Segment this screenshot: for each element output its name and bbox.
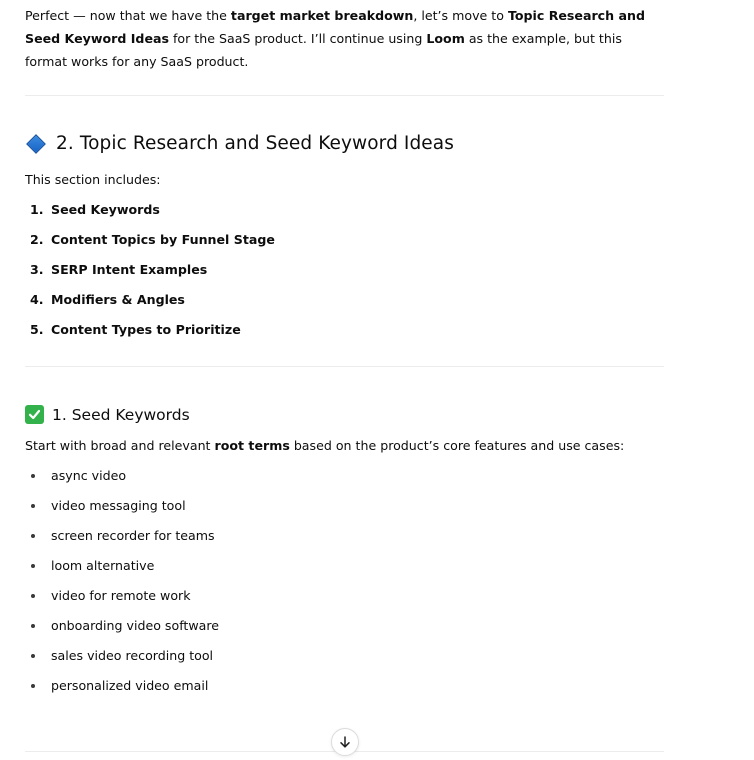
divider [25, 366, 664, 367]
intro-paragraph [25, 4, 665, 73]
list-item [25, 676, 665, 706]
bullet-icon [31, 594, 35, 598]
seed-title: 1. Seed Keywords [52, 405, 190, 424]
item-label: SERP Intent Examples [51, 262, 208, 277]
chat-message [25, 0, 665, 706]
list-item [25, 526, 665, 556]
list-item [25, 556, 665, 586]
keyword: async video [51, 468, 127, 483]
section-includes-label: This section includes: [25, 172, 161, 187]
intro-bold-1: target market breakdown [230, 8, 414, 23]
keyword: video for remote work [51, 588, 191, 603]
item-label: Modifiers & Angles [51, 292, 185, 307]
list-item [25, 586, 665, 616]
bullet-icon [31, 684, 35, 688]
intro-text-3: for the SaaS product. I’ll continue using [168, 31, 427, 46]
list-item [25, 200, 665, 230]
divider [25, 95, 664, 96]
blue-diamond-icon [26, 134, 46, 154]
keyword: loom alternative [51, 558, 155, 573]
check-mark-button-icon [25, 405, 44, 424]
item-label: Seed Keywords [51, 202, 160, 217]
item-number: 3. [30, 262, 44, 277]
list-item [25, 290, 665, 320]
seed-desc-text-1: Start with broad and relevant [25, 438, 215, 453]
bullet-icon [31, 624, 35, 628]
list-item [25, 230, 665, 260]
intro-text-1: Perfect — now that we have the [25, 8, 231, 23]
bullet-icon [31, 474, 35, 478]
seed-desc-bold: root terms [214, 438, 290, 453]
section-title: 2. Topic Research and Seed Keyword Ideas [56, 133, 454, 154]
item-number: 2. [30, 232, 44, 247]
item-number: 1. [30, 202, 44, 217]
arrow-down-icon [338, 735, 352, 749]
bullet-icon [31, 654, 35, 658]
intro-bold-2: Topic Research and Seed Keyword Ideas [25, 8, 645, 46]
bullet-icon [31, 564, 35, 568]
item-number: 5. [30, 322, 44, 337]
seed-description [25, 436, 665, 456]
keyword: personalized video email [51, 678, 209, 693]
section-items-list [25, 200, 665, 350]
list-item [25, 260, 665, 290]
keyword: sales video recording tool [51, 648, 214, 663]
keyword: onboarding video software [51, 618, 220, 633]
list-item [25, 320, 665, 350]
list-item [25, 466, 665, 496]
keyword: screen recorder for teams [51, 528, 215, 543]
list-item [25, 616, 665, 646]
seed-keyword-list [25, 466, 665, 706]
item-label: Content Types to Prioritize [51, 322, 241, 337]
list-item [25, 646, 665, 676]
item-label: Content Topics by Funnel Stage [51, 232, 275, 247]
section-heading [25, 133, 665, 154]
intro-text-4: as the example, but this format works for any SaaS product. [25, 31, 622, 69]
seed-heading [25, 405, 665, 424]
scroll-to-bottom-button[interactable] [331, 728, 359, 756]
bullet-icon [31, 534, 35, 538]
seed-desc-text-2: based on the product’s core features and use cases: [289, 438, 625, 453]
list-item [25, 496, 665, 526]
intro-text-2: , let’s move to [413, 8, 508, 23]
intro-bold-3: Loom [426, 31, 465, 46]
bullet-icon [31, 504, 35, 508]
keyword: video messaging tool [51, 498, 186, 513]
item-number: 4. [30, 292, 44, 307]
